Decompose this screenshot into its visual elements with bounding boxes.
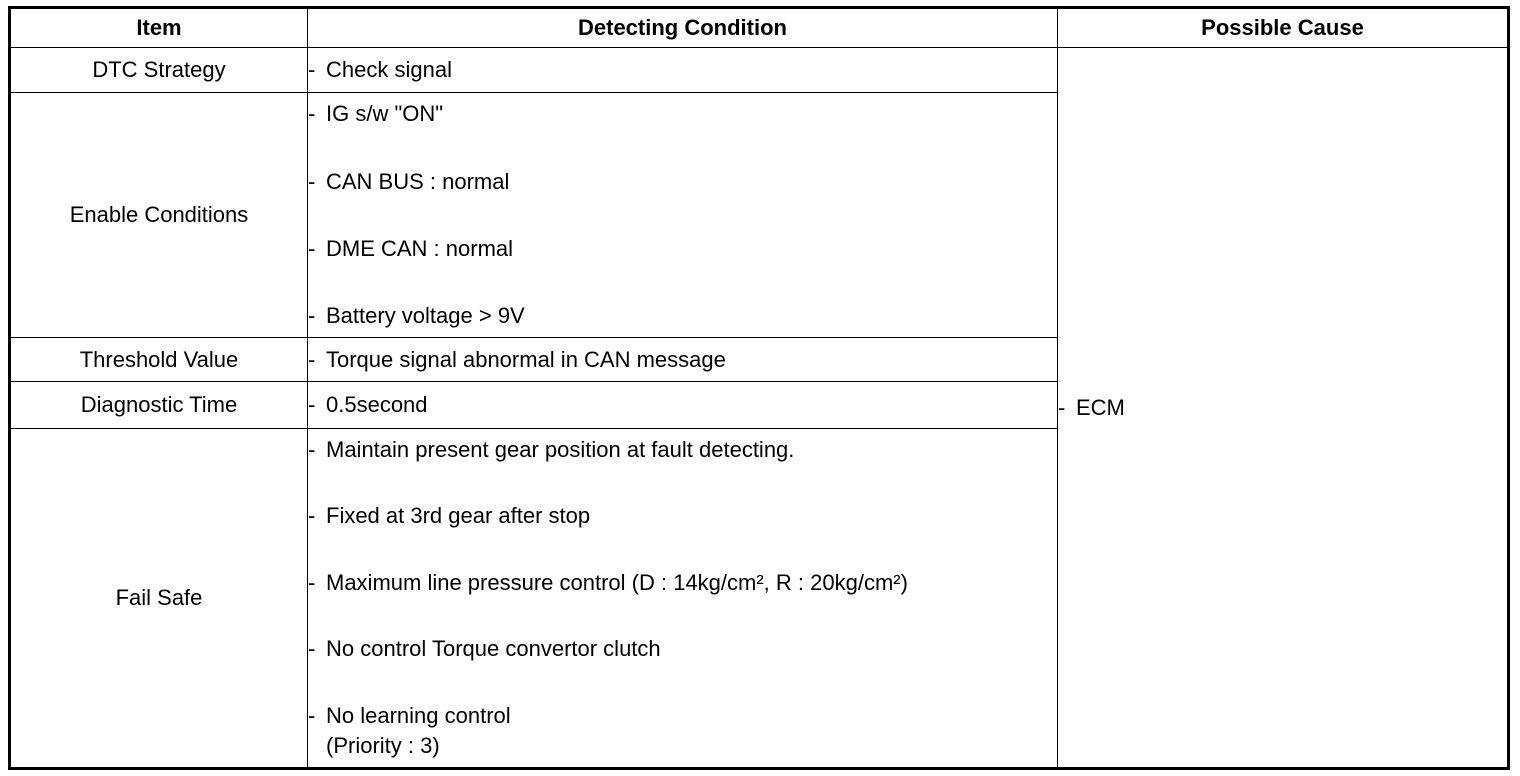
condition-continuation: (Priority : 3): [326, 733, 440, 758]
condition-line: - No control Torque convertor clutch: [308, 636, 661, 662]
condition-line: - Check signal: [308, 57, 452, 83]
condition-line: - 0.5second: [308, 391, 428, 417]
possible-cause-cell: [1058, 48, 1509, 769]
condition-cell: [308, 382, 1058, 428]
condition-line: - No learning control: [308, 703, 511, 728]
header-item: Item: [10, 8, 308, 48]
condition-line: - Maximum line pressure control (D : 14kg/cm², R : 20kg/cm²): [308, 569, 908, 595]
condition-cell: [308, 93, 1058, 338]
condition-line: - Battery voltage > 9V: [308, 303, 525, 329]
condition-line: - CAN BUS : normal: [308, 168, 510, 194]
condition-line: - IG s/w "ON": [308, 101, 444, 127]
condition-cell: [308, 48, 1058, 93]
item-threshold-value: Threshold Value: [10, 338, 308, 382]
condition-cell: [308, 338, 1058, 382]
possible-cause: - ECM: [1058, 394, 1125, 420]
item-enable-conditions: Enable Conditions: [10, 93, 308, 338]
condition-cell: [308, 428, 1058, 769]
item-fail-safe: Fail Safe: [10, 428, 308, 769]
item-dtc-strategy: DTC Strategy: [10, 48, 308, 93]
header-row: [10, 8, 1509, 48]
condition-group: [308, 701, 1057, 761]
condition-line: - DME CAN : normal: [308, 235, 514, 261]
header-possible-cause: Possible Cause: [1058, 8, 1509, 48]
condition-line: - Torque signal abnormal in CAN message: [308, 346, 726, 372]
row-dtc-strategy: [10, 48, 1509, 93]
item-diagnostic-time: Diagnostic Time: [10, 382, 308, 428]
header-detecting-condition: Detecting Condition: [308, 8, 1058, 48]
condition-line: - Maintain present gear position at fault detecting.: [308, 436, 795, 462]
dtc-spec-table: [8, 6, 1510, 770]
condition-line: - Fixed at 3rd gear after stop: [308, 503, 591, 529]
